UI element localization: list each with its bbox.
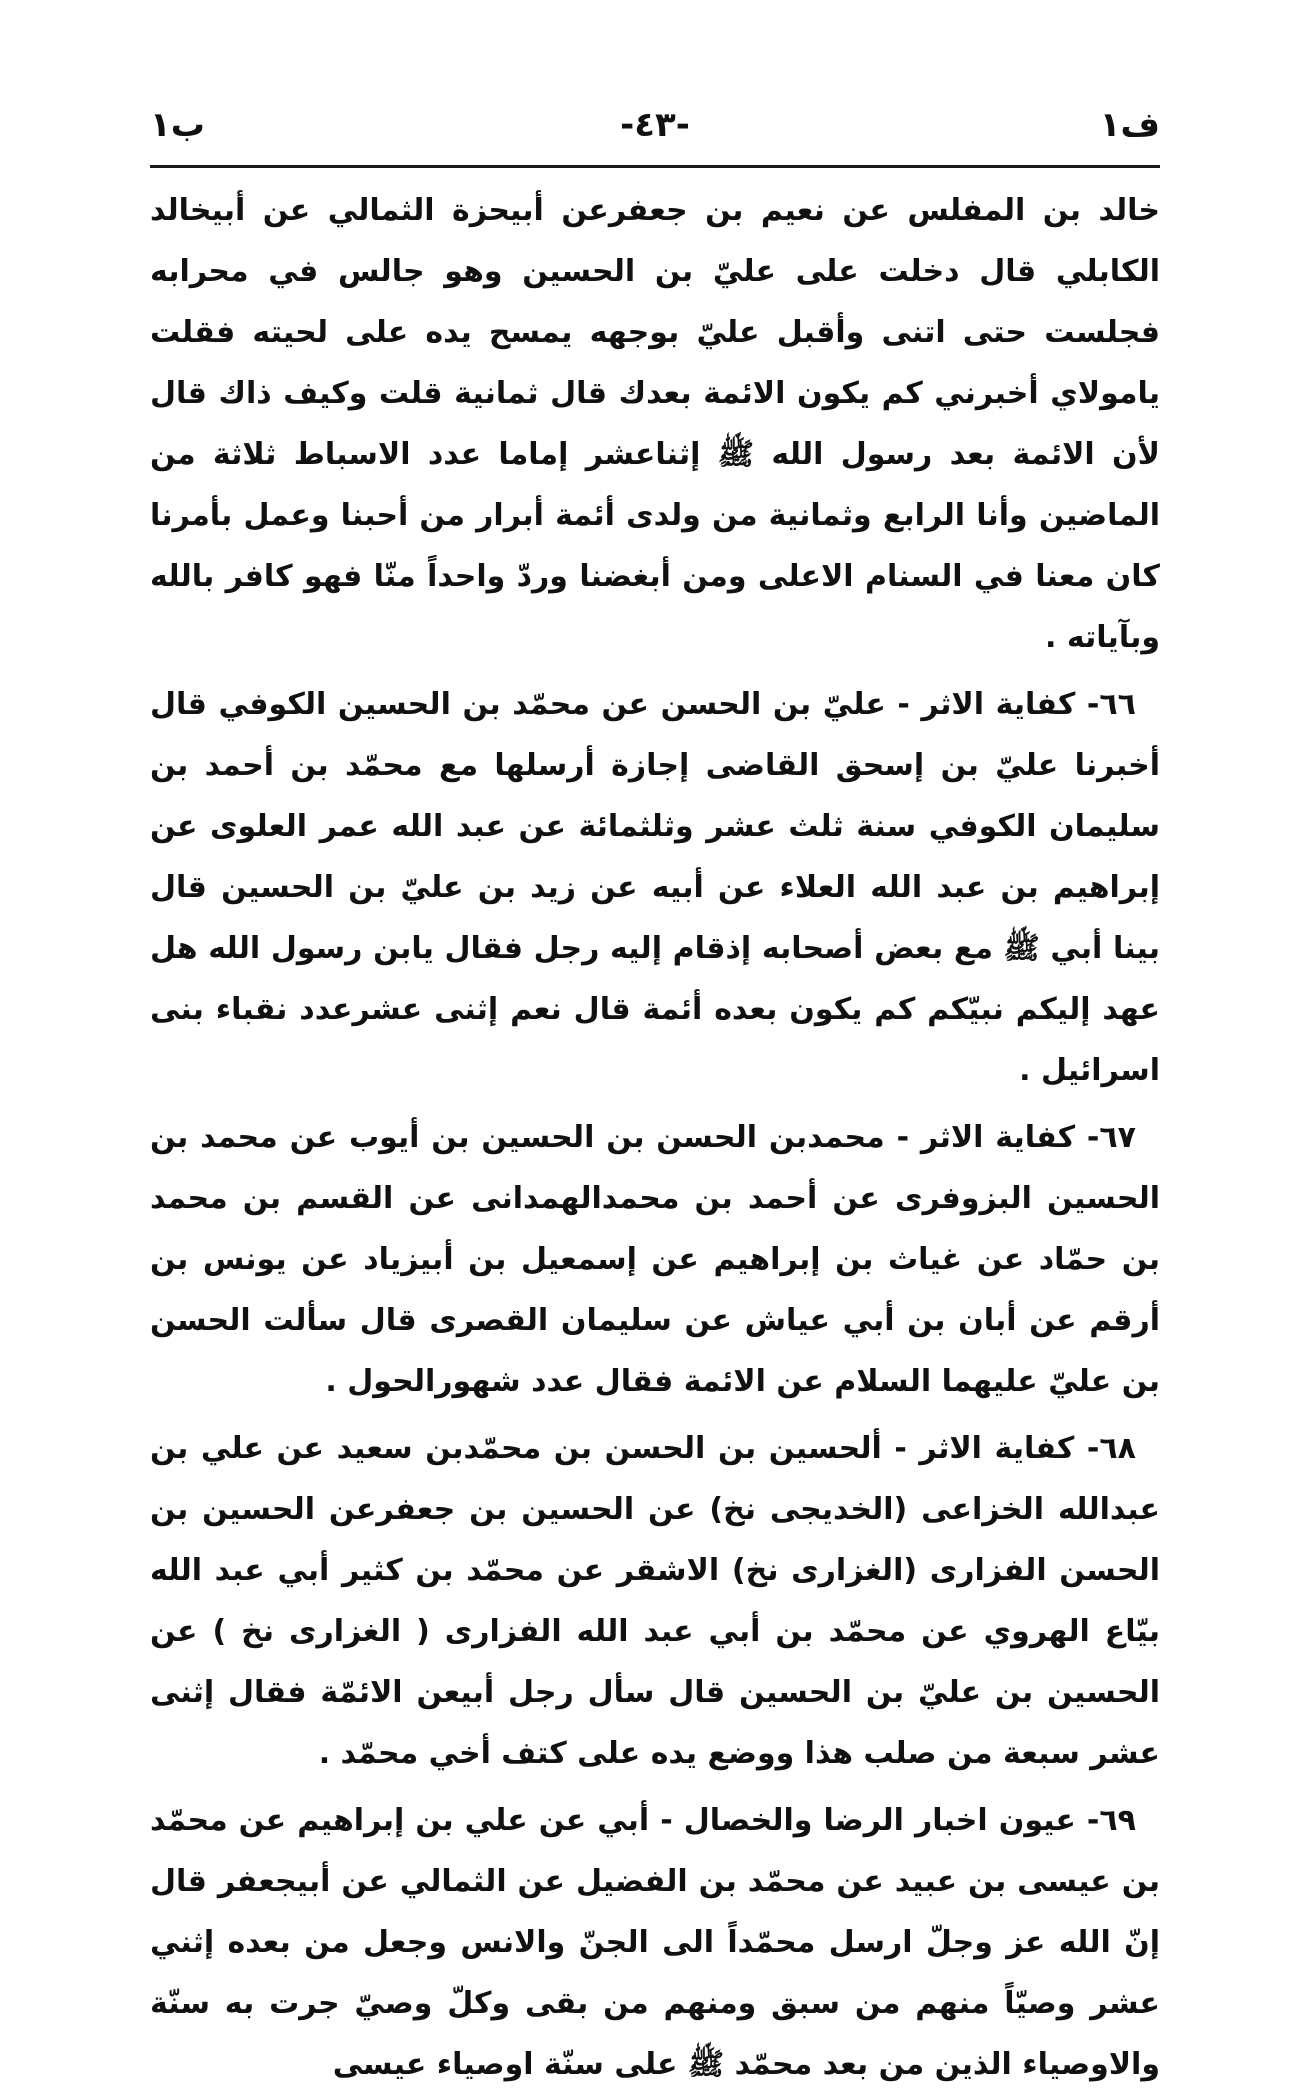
page-number: -٤٣- <box>620 105 690 145</box>
document-page <box>150 95 1160 2082</box>
paragraph-hadith-67: ٦٧- كفاية الاثر - محمدبن الحسن بن الحسين بن أيوب عن محمد بن الحسين البزوفرى عن أحمد بن محمدالهمدانى عن القسم بن محمد بن حمّاد عن غياث بن إبراهيم عن إسمعيل بن أبيزياد عن يونس بن أرقم عن أبان بن أبي عياش عن سليمان القصرى قال سألت الحسن بن عليّ عليهما السلام عن الائمة فقال عدد شهورالحول . <box>150 1120 1160 1399</box>
page-header <box>150 95 1160 168</box>
paragraph-hadith-68: ٦٨- كفاية الاثر - ألحسين بن الحسن بن محمّدبن سعيد عن علي بن عبدالله الخزاعى (الخديجى نخ) عن الحسين بن جعفرعن الحسين بن الحسن الفزارى (الغزارى نخ) الاشقر عن محمّد بن كثير أبي عبد الله بيّاع الهروي عن محمّد بن أبي عبد الله الفزارى ( الغزارى نخ ) عن الحسين بن عليّ بن الحسين قال سأل رجل أبيعن الائمّة فقال إثنى عشر سبعة من صلب هذا ووضع يده على كتف أخي محمّد . <box>150 1431 1160 1771</box>
header-folio-right: ف١ <box>1099 105 1160 145</box>
page-body <box>150 180 1160 2095</box>
paragraph-hadith-66: ٦٦- كفاية الاثر - عليّ بن الحسن عن محمّد بن الحسين الكوفي قال أخبرنا عليّ بن إسحق القاضى إجازة أرسلها مع محمّد بن أحمد بن سليمان الكوفي سنة ثلث عشر وثلثمائة عن عبد الله عمر العلوى عن إبراهيم بن عبد الله العلاء عن أبيه عن زيد بن عليّ بن الحسين قال بينا أبي ﷺ مع بعض أصحابه إذقام إليه رجل فقال يابن رسول الله هل عهد إليكم نبيّكم كم يكون بعده أئمة قال نعم إثنى عشرعدد نقباء بنى اسرائيل . <box>150 687 1160 1088</box>
paragraph-continuation: خالد بن المفلس عن نعيم بن جعفرعن أبيحزة الثمالي عن أبيخالد الكابلي قال دخلت على عليّ بن الحسين وهو جالس في محرابه فجلست حتى اتنى وأقبل عليّ بوجهه يمسح يده على لحيته فقلت يامولاي أخبرني كم يكون الائمة بعدك قال ثمانية قلت وكيف ذاك قال لأن الائمة بعد رسول الله ﷺ إثناعشر إماما عدد الاسباط ثلاثة من الماضين وأنا الرابع وثمانية من ولدى أئمة أبرار من أحبنا وعمل بأمرنا كان معنا في السنام الاعلى ومن أبغضنا وردّ واحداً منّا فهو كافر بالله وبآياته . <box>150 193 1160 655</box>
paragraph-hadith-69: ٦٩- عيون اخبار الرضا والخصال - أبي عن علي بن إبراهيم عن محمّد بن عيسى بن عبيد عن محمّد بن الفضيل عن الثمالي عن أبيجعفر قال إنّ الله عز وجلّ ارسل محمّداً الى الجنّ والانس وجعل من بعده إثني عشر وصيّاً منهم من سبق ومنهم من بقى وكلّ وصيّ جرت به سنّة والاوصياء الذين من بعد محمّد ﷺ على سنّة اوصياء عيسى <box>150 1803 1160 2082</box>
header-folio-left: ب١ <box>150 105 205 145</box>
